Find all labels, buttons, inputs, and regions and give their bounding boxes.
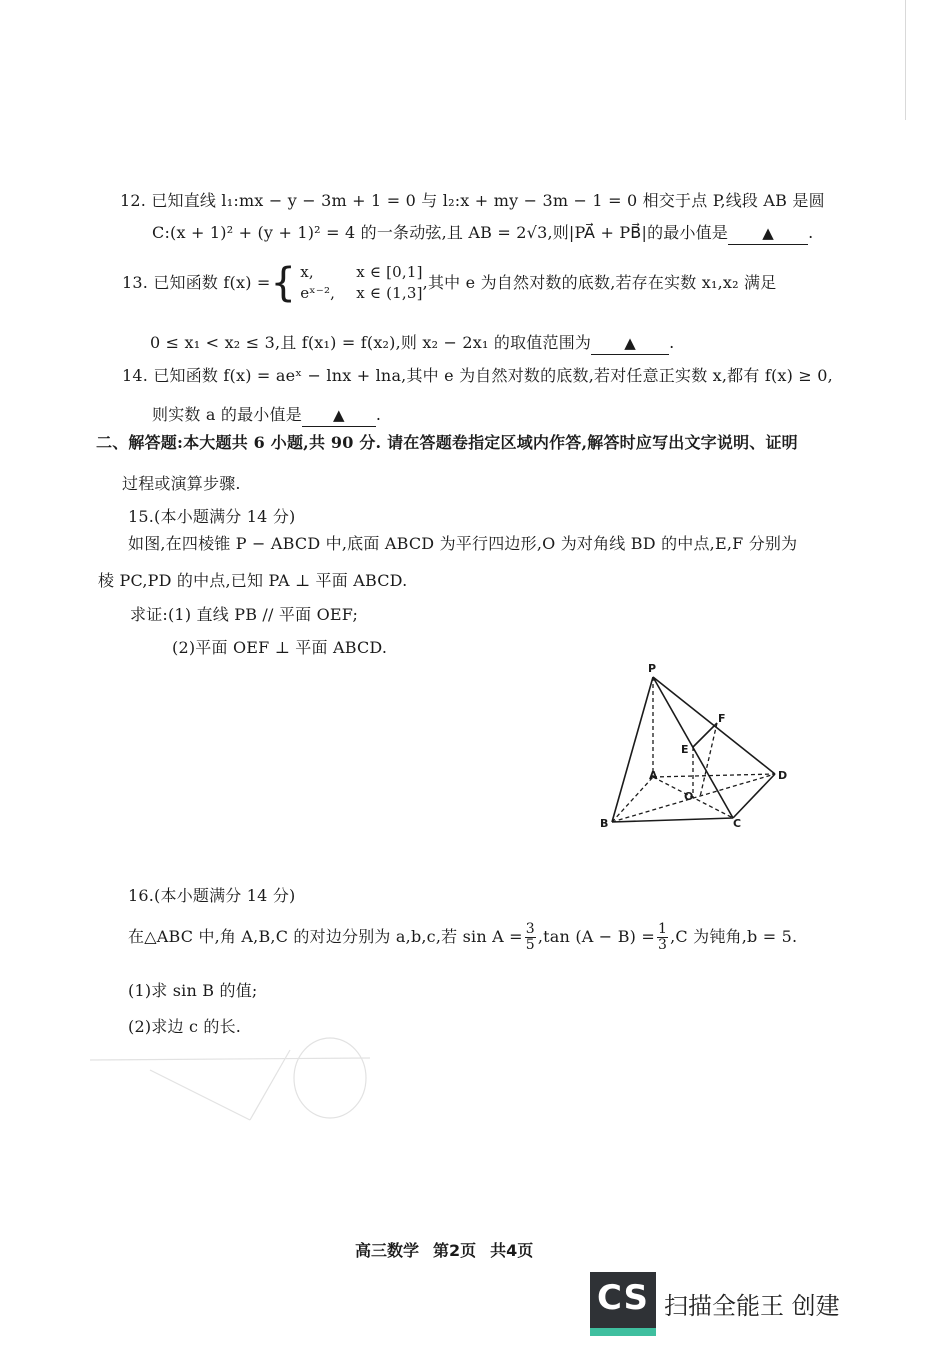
q16-part-1: (1)求 sin B 的值; (128, 981, 258, 1000)
answer-triangle-icon: ▲ (333, 406, 345, 424)
q14-answer-blank (302, 404, 376, 427)
q12-line-1: 12. 已知直线 l₁:mx − y − 3m + 1 = 0 与 l₂:x + my − 3m − 1 = 0 相交于点 P,线段 AB 是圆 (120, 191, 825, 210)
q15-header: 15.(本小题满分 14 分) (128, 507, 296, 526)
q15-line-1: 如图,在四棱锥 P − ABCD 中,底面 ABCD 为平行四边形,O 为对角线 BD 的中点,E,F 分别为 (128, 534, 798, 553)
bleed-through-sketch (90, 1030, 380, 1140)
label-C: C (733, 817, 742, 830)
q13-brace: { (270, 260, 297, 306)
q13-case-2-cond: x ∈ (1,3] (356, 284, 423, 302)
label-D: D (778, 769, 788, 782)
q13-line-1 (122, 262, 776, 322)
q14-line-1: 14. 已知函数 f(x) = aeˣ − lnx + lna,其中 e 为自然对数的底数,若对任意正实数 x,都有 f(x) ≥ 0, (122, 366, 833, 385)
q13-line-2 (150, 332, 674, 355)
footer-page: 第2页 (433, 1241, 477, 1260)
q13-suffix: ,其中 e 为自然对数的底数,若存在实数 x₁,x₂ 满足 (422, 273, 777, 292)
camscanner-logo-bar (590, 1328, 656, 1336)
q14-line-2-text: 则实数 a 的最小值是 (152, 405, 302, 424)
section-2-line-2: 过程或演算步骤. (122, 474, 241, 493)
q12-line-2-text: C:(x + 1)² + (y + 1)² = 4 的一条动弦,且 AB = 2√3,则|PA⃗ + PB⃗|的最小值是 (152, 223, 729, 242)
fraction-tan-den: 3 (658, 937, 668, 953)
fraction-sinA-den: 5 (525, 937, 535, 953)
q16-part-2: (2)求边 c 的长. (128, 1017, 242, 1036)
label-A: A (649, 769, 658, 782)
q13-prefix: 13. 已知函数 f(x) = (122, 273, 271, 292)
q15-line-4: (2)平面 OEF ⊥ 平面 ABCD. (172, 638, 388, 657)
fraction-tan-num: 1 (658, 921, 668, 937)
fraction-tan (657, 922, 668, 953)
q12-answer-blank (728, 222, 808, 245)
page-footer (355, 1238, 547, 1261)
q13-case-2 (300, 283, 422, 304)
label-O: O (684, 790, 694, 803)
camscanner-logo-text: CS (596, 1278, 650, 1318)
camscanner-label: 扫描全能王 创建 (664, 1292, 840, 1320)
edge-AD (653, 774, 775, 777)
label-F: F (718, 712, 726, 725)
answer-triangle-icon: ▲ (624, 334, 636, 352)
label-P: P (648, 662, 657, 675)
q12-line-2-end: . (808, 223, 814, 242)
q13-case-1-cond: x ∈ [0,1] (356, 263, 423, 281)
q16-line-1-b: ,tan (A − B) = (537, 927, 655, 946)
q16-line-1-a: 在△ABC 中,角 A,B,C 的对边分别为 a,b,c,若 sin A = (128, 927, 523, 946)
scan-edge (905, 0, 906, 120)
edge-EF (693, 723, 717, 747)
q16-line-1-c: ,C 为钝角,b = 5. (670, 927, 798, 946)
q14-line-2-end: . (375, 405, 382, 424)
q13-piecewise (300, 262, 422, 304)
edge-BC (612, 818, 733, 822)
pyramid-figure (590, 655, 800, 840)
label-E: E (681, 743, 689, 756)
q13-answer-blank (591, 332, 669, 355)
q13-case-2-expr: eˣ⁻², (300, 284, 336, 302)
footer-total: 共4页 (490, 1241, 534, 1260)
q13-case-1-expr: x, (300, 263, 314, 281)
q16-header: 16.(本小题满分 14 分) (128, 886, 296, 905)
label-B: B (600, 817, 609, 830)
q16-line-1 (128, 920, 797, 954)
fraction-sinA-num: 3 (525, 921, 535, 937)
camscanner-logo (590, 1272, 656, 1336)
answer-triangle-icon: ▲ (762, 224, 774, 242)
q15-line-2: 棱 PC,PD 的中点,已知 PA ⊥ 平面 ABCD. (98, 571, 408, 590)
q15-line-3: 求证:(1) 直线 PB // 平面 OEF; (130, 605, 359, 624)
section-2-heading: 二、解答题:本大题共 6 小题,共 90 分. 请在答题卷指定区域内作答,解答时应写出文字说明、证明 (96, 433, 798, 452)
q12-line-2 (152, 222, 813, 245)
q13-line-2-end: . (669, 333, 675, 352)
footer-subject: 高三数学 (355, 1241, 420, 1260)
q13-line-2-text: 0 ≤ x₁ < x₂ ≤ 3,且 f(x₁) = f(x₂),则 x₂ − 2x₁ 的取值范围为 (150, 333, 592, 352)
fraction-sinA (525, 922, 536, 953)
q14-line-2 (152, 404, 381, 427)
q13-case-1 (300, 262, 422, 283)
